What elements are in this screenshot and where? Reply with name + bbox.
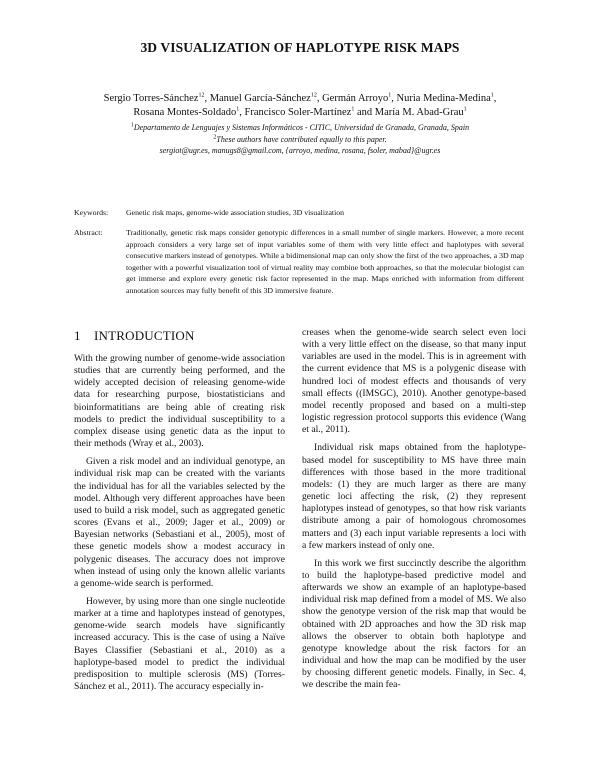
paragraph: creases when the genome-wide search select even loci with a very little effect on the disease, so that many input variables are used in the model. This is in agreement with the current evidence that MS is a polygenic disease with hundred loci of modest effects and thousands of very small effects ((IMSGC), 2010). Another genotype-based model recently proposed and based on a multi-step logistic regression protocol supports this evidence (Wang et al., 2011). [302,327,526,436]
keywords-text: Genetic risk maps, genome-wide association studies, 3D visualization [126,208,345,217]
author-sup: 1 [388,92,392,99]
section-number: 1 [74,328,81,343]
keywords-row [74,207,524,219]
equal-contribution-note: $^2$These authors have contributed equally to this paper. [213,133,387,144]
author-name: Sergio Torres-Sánchez [103,93,199,104]
paragraph: However, by using more than one single nucleotide marker at a time and haplotypes instead of genotypes, genome-wide search models have significantly increased accuracy. This is the case of using a Naïve Bayes Classifier (Sebastiani et al., 2010) as a haplotype-based model to predict the individual predisposition to multiple sclerosis (MS) (Torres-Sánchez et al., 2011). The accuracy especially in- [74,595,285,693]
author-name: María M. Abad-Grau [374,107,464,118]
paragraph: Individual risk maps obtained from the haplotype-based model for susceptibility to MS have three main differences with those based in the more traditional models: (1) they are much larger as there are many genetic loci affecting the risk, (2) they represent haplotypes instead of genotypes, so that how risk variants distribute among a pair of homologous chromosomes matters and (3) each input variable represents a loci with a few markers instead of only one. [302,442,526,551]
author-name: Rosana Montes-Soldado [133,107,237,118]
author-name: Nuria Medina-Medina [396,93,491,104]
body-column-left [74,353,285,699]
author-sup: 1 [236,106,240,113]
author-sup: 12 [198,92,205,99]
author-sup: 1 [490,92,494,99]
paragraph: In this work we first succinctly describe the algorithm to build the haplotype-based predictive model and afterwards we show an example of an haplotype-based individual risk map defined from a model of MS. We also show the genotype version of the risk map that would be obtained with 2D approaches and how the 3D risk map allows the observer to obtain both haplotype and genotype knowledge about the risk factors for an individual and how the map can be modified by the user by choosing different genetic models. Finally, in Sec. 4, we describe the main fea- [302,557,526,691]
author-name: Germán Arroyo [322,93,389,104]
affiliations [60,122,540,157]
abstract-row [74,227,524,296]
author-name: Francisco Soler-Martínez [244,107,352,118]
author-sup: 1 [351,106,355,113]
abstract-label: Abstract: [74,228,103,237]
author-name: Manuel García-Sánchez [209,93,311,104]
abstract-text: Traditionally, genetic risk maps consider genotypic differences in a small number of single markers. However, a more recent approach considers a very large set of input variables some of them with very little effect and haplotypes with several consecutive markers instead of genotypes. While a bidimensional map can only show the first of the two approaches, a 3D map together with a powerful visualization tool of virtual reality may combine both approaches, so that the molecular biologist can get immerse and explore every genetic risk factor represented in the map. Maps enriched with information from different annotation sources may fully benefit of this 3D immersive feature. [126,228,524,295]
keywords-label: Keywords: [74,208,109,217]
paper-title: 3D VISUALIZATION OF HAPLOTYPE RISK MAPS [140,40,460,55]
author-line-2: Rosana Montes-Soldado$^1$, Francisco Soler-Martínez$^1$ and María M. Abad-Grau$^1$ [133,106,467,118]
affiliation-line: $^1$Departamento de Lenguajes y Sistemas Informáticos - CITIC, Universidad de Granada, Granada, Spain [130,122,470,132]
author-sup: 12 [310,92,317,99]
section-heading [74,328,195,344]
body-column-right [302,327,526,698]
author-sup: 1 [463,106,467,113]
author-list [60,92,540,120]
author-line-1: Sergio Torres-Sánchez$^{12}$, Manuel García-Sánchez$^{12}$, Germán Arroyo$^1$, Nuria Medina-Medina$^1$, [103,92,497,104]
paragraph: Given a risk model and an individual genotype, an individual risk map can be created with the variants the individual has for all the variables selected by the model. Although very different approaches have been used to build a risk model, such as aggregated genetic scores (Evans et al., 2009; Jager et al., 2009) or Bayesian networks (Sebastiani et al., 2005), most of these genetic models show a modest accuracy in polygenic diseases. The accuracy does not improve when instead of using only the known allelic variants a genome-wide search is performed. [74,456,285,589]
paragraph: With the growing number of genome-wide association studies that are currently being performed, and the widely accepted decision of releasing genome-wide data for researching purpose, biostatisticians and bioinformatitians are being able of creating risk models to predict the individual susceptibility to a complex disease using genetic data as the input to their methods (Wray et al., 2003). [74,353,285,450]
section-title: INTRODUCTION [94,328,195,343]
author-emails: sergiot@ugr.es, manugs8@gmail.com, {arroyo, medina, rosana, fsoler, mabad}@ugr.es [159,146,441,155]
